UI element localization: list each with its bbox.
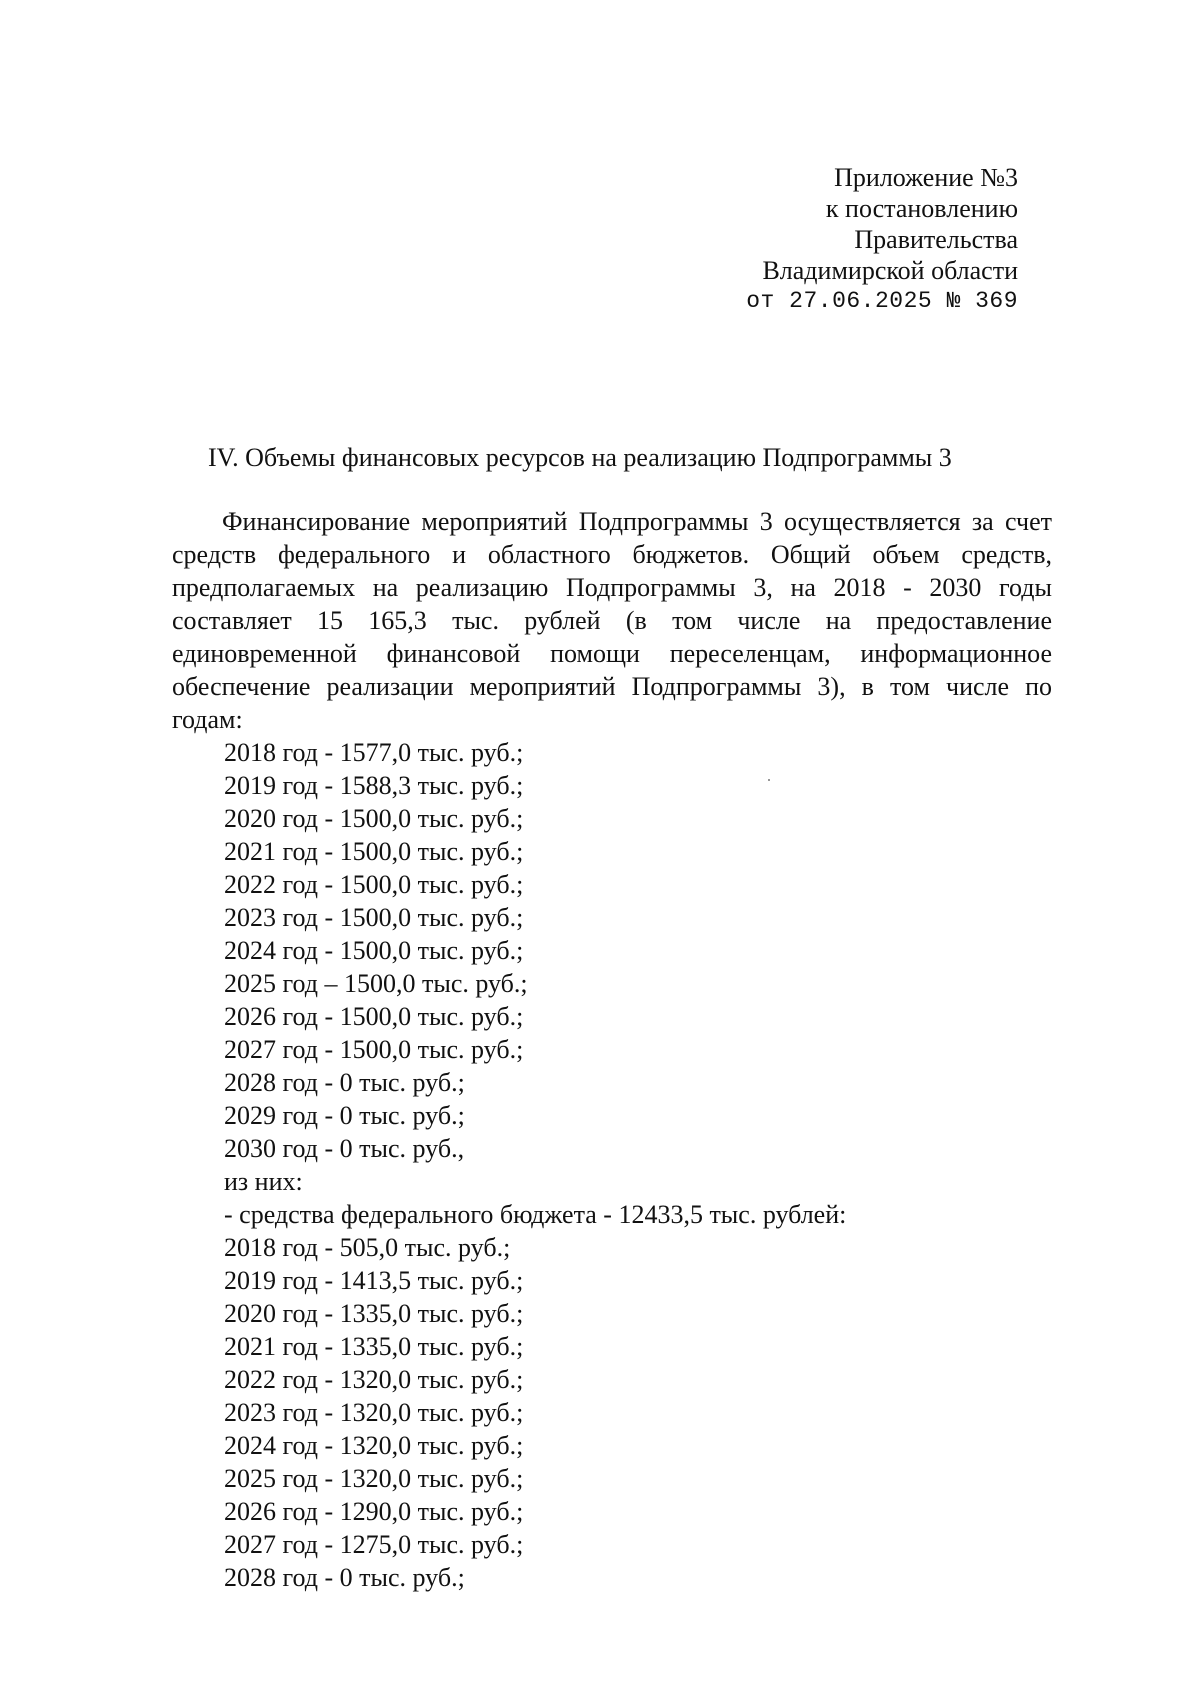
list-item: 2021 год - 1500,0 тыс. руб.;: [224, 837, 524, 866]
appendix-line-3: Правительства: [854, 225, 1018, 254]
list-item: 2018 год - 1577,0 тыс. руб.;: [224, 738, 524, 767]
scan-speck: [768, 779, 770, 781]
list-item: 2029 год - 0 тыс. руб.;: [224, 1101, 465, 1130]
appendix-line-1: Приложение №3: [834, 163, 1018, 192]
list-item: 2027 год - 1500,0 тыс. руб.;: [224, 1035, 524, 1064]
appendix-line-2: к постановлению: [825, 194, 1018, 223]
document-body: [172, 505, 1052, 1594]
list-item: 2022 год - 1320,0 тыс. руб.;: [224, 1365, 524, 1394]
list-item: 2019 год - 1413,5 тыс. руб.;: [224, 1266, 524, 1295]
federal-budget-heading: - средства федерального бюджета - 12433,5 тыс. рублей:: [224, 1200, 847, 1229]
list-item: 2020 год - 1335,0 тыс. руб.;: [224, 1299, 524, 1328]
list-item: 2026 год - 1500,0 тыс. руб.;: [224, 1002, 524, 1031]
federal-by-year-list: [172, 1231, 1052, 1594]
appendix-line-4: Владимирской области: [762, 256, 1018, 285]
decree-date-number: от 27.06.2025 № 369: [746, 288, 1018, 314]
list-item: 2028 год - 0 тыс. руб.;: [224, 1563, 465, 1592]
list-item: 2022 год - 1500,0 тыс. руб.;: [224, 870, 524, 899]
list-item: 2026 год - 1290,0 тыс. руб.;: [224, 1497, 524, 1526]
list-item: 2025 год - 1320,0 тыс. руб.;: [224, 1464, 524, 1493]
list-item: 2030 год - 0 тыс. руб.,: [224, 1134, 465, 1163]
list-item: 2023 год - 1500,0 тыс. руб.;: [224, 903, 524, 932]
list-item: 2020 год - 1500,0 тыс. руб.;: [224, 804, 524, 833]
financing-paragraph: Финансирование мероприятий Подпрограммы 3 осуществляется за счет средств федерального и областного бюджетов. Общий объем средств, предполагаемых на реализацию Подпрограммы 3, на 2018 - 2030 годы составляет 15 165,3 тыс. рублей (в том числе на предоставление единовременной финансовой помощи переселенцам, информационное обеспечение реализации мероприятий Подпрограммы 3), в том числе по годам:: [172, 507, 1052, 734]
list-item: 2021 год - 1335,0 тыс. руб.;: [224, 1332, 524, 1361]
appendix-header: [746, 162, 1018, 317]
list-item: 2028 год - 0 тыс. руб.;: [224, 1068, 465, 1097]
list-item: 2019 год - 1588,3 тыс. руб.;: [224, 771, 524, 800]
list-item: 2024 год - 1320,0 тыс. руб.;: [224, 1431, 524, 1460]
section-title: IV. Объемы финансовых ресурсов на реализацию Подпрограммы 3: [208, 443, 952, 472]
total-by-year-list: [172, 736, 1052, 1231]
list-item: 2024 год - 1500,0 тыс. руб.;: [224, 936, 524, 965]
of-which-label: из них:: [224, 1167, 303, 1196]
list-item: 2018 год - 505,0 тыс. руб.;: [224, 1233, 511, 1262]
list-item: 2027 год - 1275,0 тыс. руб.;: [224, 1530, 524, 1559]
list-item: 2023 год - 1320,0 тыс. руб.;: [224, 1398, 524, 1427]
list-item: 2025 год – 1500,0 тыс. руб.;: [224, 969, 528, 998]
